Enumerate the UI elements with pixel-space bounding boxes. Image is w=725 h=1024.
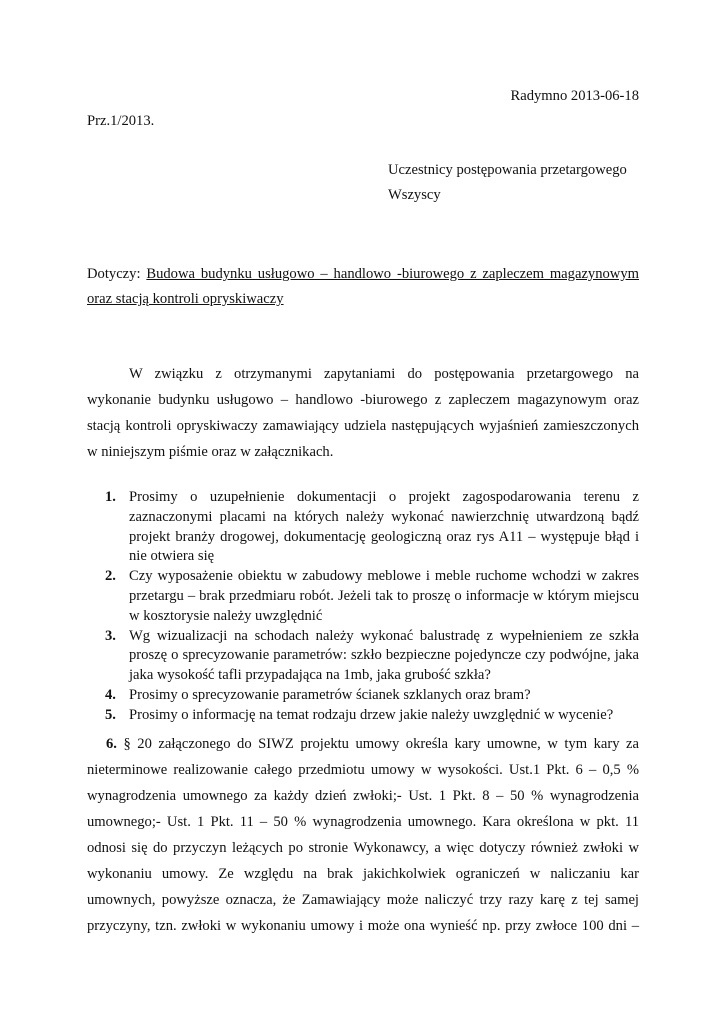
paragraph-6-line: umownego;- Ust. 1 Pkt. 11 – 50 % wynagrodzenia umownego. Kara określona w pkt. 11 — [87, 814, 639, 830]
question-line: zaznaczonymi placami na których należy wykonać nawierzchnię utwardzoną bądź — [129, 508, 639, 525]
question-line: Czy wyposażenie obiektu w zabudowy meblowe i meble ruchome wchodzi w zakres — [129, 568, 639, 585]
intro-line: w niniejszym piśmie oraz w załącznikach. — [87, 444, 334, 460]
paragraph-6-line: odnosi się do przyczyn leżących po stronie Wykonawcy, a więc dotyczy również zwłoki w — [87, 840, 639, 856]
question-line: jaka wysokość tafli przypadająca na 1mb, jaka grubość szkła? — [129, 667, 491, 684]
subject-line-1 — [87, 262, 639, 287]
paragraph-6-line: wynagrodzenia umownego za każdy dzień zwłoki;- Ust. 1 Pkt. 8 – 50 % wynagrodzenia — [87, 788, 639, 804]
question-line: projekt branży drogowej, dokumentację geologiczną oraz rys A11 – występuje błąd i — [129, 528, 639, 545]
paragraph-6-line-1 — [87, 731, 639, 757]
question-line: proszę o sprecyzowanie parametrów: szkło bezpieczne pojedyncze czy podwójne, jaka — [129, 647, 639, 664]
subject-label: Dotyczy: — [87, 266, 141, 282]
question-line: w kosztorysie należy uwzględnić — [129, 607, 323, 624]
subject-title-part-1: Budowa budynku usługowo – handlowo -biurowego z zapleczem magazynowym — [146, 266, 639, 282]
question-item-3 — [87, 627, 639, 686]
question-line: Prosimy o sprecyzowanie parametrów ścianek szklanych oraz bram? — [129, 686, 531, 703]
subject-block — [87, 262, 639, 312]
paragraph-6-number: 6. — [106, 736, 117, 752]
intro-line: wykonanie budynku usługowo – handlowo -biurowego z zapleczem magazynowym oraz — [87, 392, 639, 408]
question-number: 2. — [105, 568, 116, 585]
question-number: 5. — [105, 706, 116, 723]
question-line: przetargu – brak przedmiaru robót. Jeżeli tak to proszę o informacje w którym miejscu — [129, 587, 639, 604]
question-number: 3. — [105, 627, 116, 644]
question-line: Prosimy o uzupełnienie dokumentacji o projekt zagospodarowania terenu z — [129, 489, 639, 505]
intro-line: stacją kontroli opryskiwaczy zamawiający udziela następujących wyjaśnień zamieszczonych — [87, 418, 639, 434]
intro-paragraph — [87, 361, 639, 465]
paragraph-6-line: nieterminowe realizowanie całego przedmiotu umowy w wysokości. Ust.1 Pkt. 6 – 0,5 % — [87, 762, 639, 778]
paragraph-6-line: wykonaniu umowy. Ze względu na brak jakichkolwiek ograniczeń w naliczaniu kar — [87, 866, 639, 882]
question-number: 4. — [105, 686, 116, 703]
intro-line: W związku z otrzymanymi zapytaniami do postępowania przetargowego na — [129, 366, 639, 382]
question-item-4 — [87, 686, 639, 706]
questions-list — [87, 488, 639, 726]
paragraph-6-text: § 20 załączonego do SIWZ projektu umowy określa kary umowne, w tym kary za — [123, 736, 639, 752]
question-line: Wg wizualizacji na schodach należy wykonać balustradę z wypełnieniem ze szkła — [129, 627, 639, 644]
question-item-5 — [87, 706, 639, 726]
question-line: Prosimy o informację na temat rodzaju drzew jakie należy uwzględnić w wycenie? — [129, 706, 614, 723]
subject-title-part-2: oraz stacją kontroli opryskiwaczy — [87, 291, 284, 307]
paragraph-6-line: umownych, powyższe oznacza, że Zamawiający może naliczyć trzy razy karę z tej samej — [87, 892, 639, 908]
recipients-line-1: Uczestnicy postępowania przetargowego — [388, 162, 627, 178]
recipients-line-2: Wszyscy — [388, 187, 441, 203]
paragraph-6 — [87, 731, 639, 939]
question-item-2 — [87, 567, 639, 626]
document-date: Radymno 2013-06-18 — [510, 88, 639, 104]
question-line: nie otwiera się — [129, 548, 215, 565]
paragraph-6-line: przyczyny, tzn. zwłoki w wykonaniu umowy i może ona wynieść np. przy zwłoce 100 dni – — [87, 918, 639, 934]
question-number: 1. — [105, 489, 116, 505]
reference-number: Prz.1/2013. — [87, 113, 155, 129]
question-item-1 — [87, 488, 639, 567]
